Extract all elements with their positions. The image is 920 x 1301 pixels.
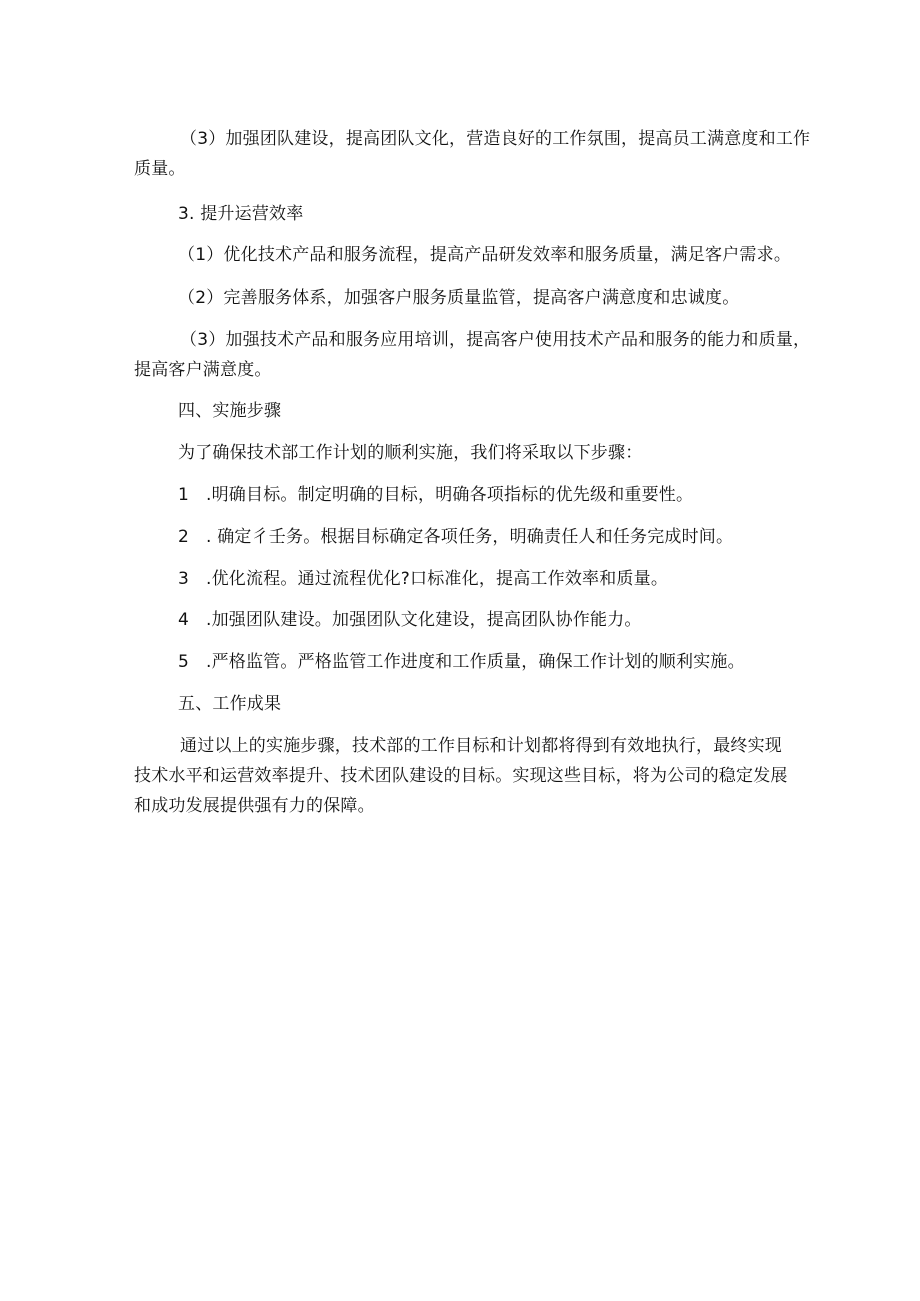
step-number-3: 3 (178, 569, 190, 589)
step-text-3: .优化流程。通过流程优化?口标准化，提高工作效率和质量。 (206, 569, 669, 589)
step-item-2 (178, 526, 733, 548)
list-item-3-1: （1）优化技术产品和服务流程，提高产品研发效率和服务质量，满足客户需求。 (178, 245, 792, 265)
step-text-1: .明确目标。制定明确的目标，明确各项指标的优先级和重要性。 (206, 485, 694, 505)
step-item-5 (178, 651, 745, 673)
step-text-4: .加强团队建设。加强团队文化建设，提高团队协作能力。 (206, 610, 642, 630)
conclusion-line-3: 和成功发展提供强有力的保障。 (134, 796, 375, 816)
conclusion-line-1: 通过以上的实施步骤，技术部的工作目标和计划都将得到有效地执行，最终实现 (180, 736, 782, 756)
section-four-heading: 四、实施步骤 (178, 401, 282, 421)
step-number-5: 5 (178, 652, 190, 672)
section-3-heading: 3. 提升运营效率 (178, 204, 304, 224)
step-number-2: 2 (178, 527, 190, 547)
step-number-4: 4 (178, 610, 190, 630)
step-text-5: .严格监管。严格监管工作进度和工作质量，确保工作计划的顺利实施。 (206, 652, 745, 672)
section-five-heading: 五、工作成果 (178, 694, 282, 714)
paragraph-team-building-line-2: 质量。 (134, 159, 186, 179)
list-item-3-3-line-2: 提高客户满意度。 (134, 360, 272, 380)
steps-intro-text: 为了确保技术部工作计划的顺利实施，我们将采取以下步骤： (178, 443, 643, 463)
step-text-2: . 确定彳壬务。根据目标确定各项任务，明确责任人和任务完成时间。 (206, 527, 734, 547)
step-number-1: 1 (178, 485, 190, 505)
conclusion-line-2: 技术水平和运营效率提升、技术团队建设的目标。实现这些目标，将为公司的稳定发展 (134, 766, 788, 786)
list-item-3-3-line-1: （3）加强技术产品和服务应用培训，提高客户使用技术产品和服务的能力和质量， (180, 330, 811, 350)
paragraph-team-building-line-1: （3）加强团队建设，提高团队文化，营造良好的工作氛围，提高员工满意度和工作 (180, 129, 811, 149)
step-item-1 (178, 484, 693, 506)
step-item-4 (178, 609, 642, 631)
step-item-3 (178, 568, 668, 590)
list-item-3-2: （2）完善服务体系，加强客户服务质量监管，提高客户满意度和忠诚度。 (178, 288, 740, 308)
